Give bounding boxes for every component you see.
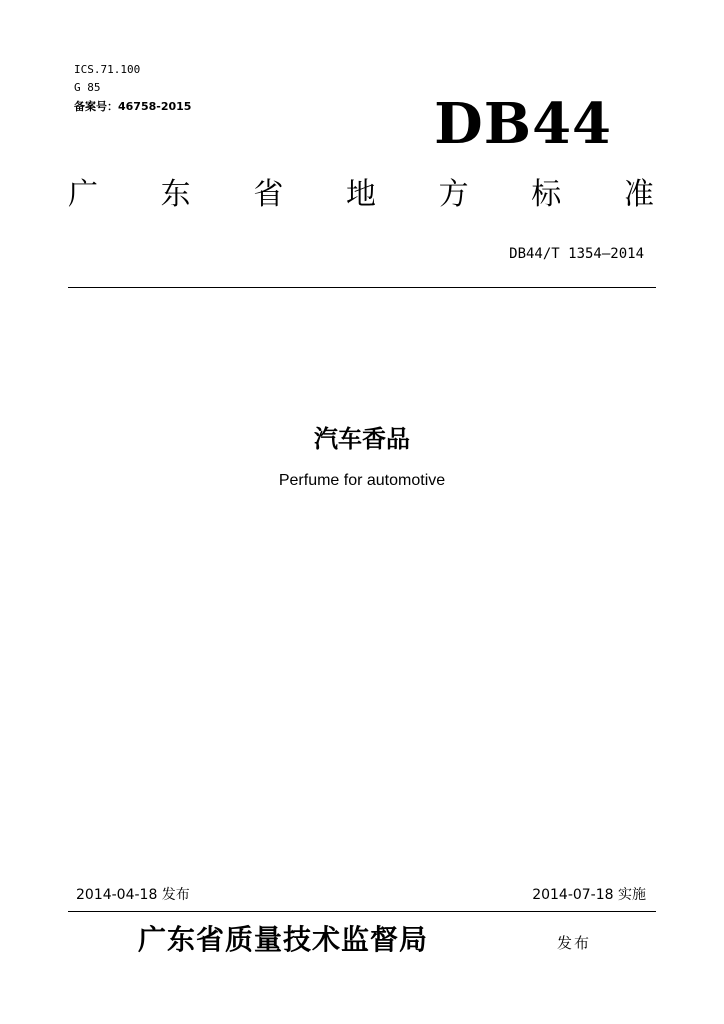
standard-type-char: 地 [345,177,376,212]
issuer-suffix: 发布 [557,934,592,952]
db44-logo: DB44 [434,91,612,157]
standard-type-char: 标 [531,177,562,212]
standard-type-char: 方 [438,177,469,212]
issuer-name: 广东省质量技术监督局 [138,923,429,956]
standard-type-char: 东 [160,177,191,212]
standard-type-char: 广 [68,177,98,212]
implementation-date: 2014-07-18 实施 [532,887,646,903]
standard-type-char: 省 [253,177,284,212]
standard-type-heading [68,175,654,215]
document-title-cn: 汽车香品 [314,425,410,453]
record-number: 备案号：46758-2015 [74,100,192,113]
issue-date: 2014-04-18 发布 [76,887,190,903]
standard-type-char: 准 [623,177,654,212]
bottom-divider [68,911,656,912]
standard-number: DB44/T 1354—2014 [509,246,644,262]
ics-code: ICS.71.100 [74,63,141,76]
document-title-en: Perfume for automotive [278,472,446,489]
top-divider [68,287,656,288]
ccs-code: G 85 [74,81,101,94]
